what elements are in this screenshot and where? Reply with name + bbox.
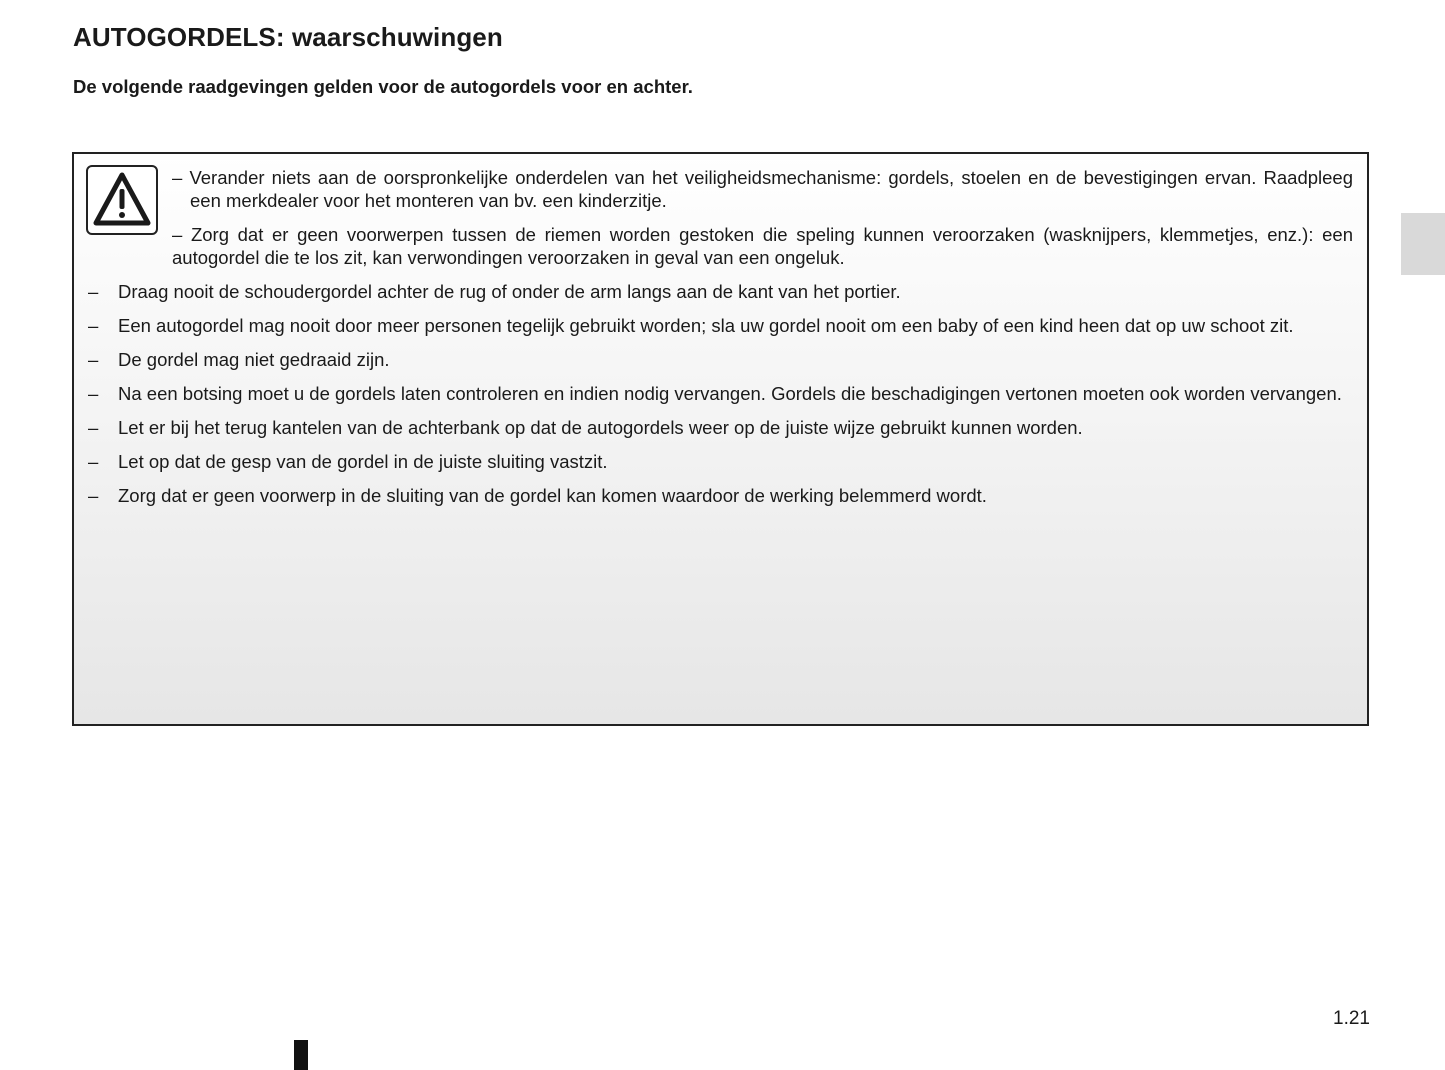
list-item-text: Let op dat de gesp van de gordel in de juiste sluiting vastzit. [118, 451, 608, 472]
list-item-text: Let er bij het terug kantelen van de achterbank op dat de autogordels weer op de juiste wijze gebruikt kunnen worden. [118, 417, 1083, 438]
list-item [88, 348, 1353, 371]
warning-box [72, 152, 1369, 726]
list-item-text: Zorg dat er geen voorwerp in de sluiting van de gordel kan komen waardoor de werking belemmerd wordt. [118, 485, 987, 506]
list-item-text: Draag nooit de schoudergordel achter de rug of onder de arm langs aan de kant van het portier. [118, 281, 901, 302]
list-dash: – [88, 315, 99, 336]
page-title-rest: : waarschuwingen [275, 22, 503, 52]
list-item [88, 280, 1353, 303]
warning-list [88, 280, 1353, 518]
list-dash: – [88, 485, 99, 506]
list-item-text: Na een botsing moet u de gordels laten controleren en indien nodig vervangen. Gordels die beschadigingen vertonen moeten ook worden vervangen. [118, 383, 1342, 404]
list-dash: – [88, 281, 99, 302]
page-number: 1.21 [1333, 1008, 1370, 1029]
list-item [88, 484, 1353, 507]
list-dash: – [88, 383, 99, 404]
page-subtitle: De volgende raadgevingen gelden voor de autogordels voor en achter. [73, 76, 693, 97]
list-item [88, 450, 1353, 473]
list-item [88, 314, 1353, 337]
print-registration-mark [294, 1040, 308, 1070]
list-item-text: De gordel mag niet gedraaid zijn. [118, 349, 390, 370]
list-dash: – [88, 417, 99, 438]
section-tab-marker [1401, 213, 1445, 275]
list-item [88, 416, 1353, 439]
warning-top-item: – Zorg dat er geen voorwerpen tussen de riemen worden gestoken die speling kunnen veroorzaken (wasknijpers, klemmetjes, enz.): een autogordel die te los zit, kan verwondingen veroorzaken in geval van een ongeluk. [172, 224, 1353, 268]
warning-top-item: – Verander niets aan de oorspronkelijke onderdelen van het veiligheidsmechanisme: gordels, stoelen en de bevestigingen ervan. Raadpleeg een merkdealer voor het monteren van bv. een kinderzitje. [172, 167, 1353, 211]
page-title-main: AUTOGORDELS [73, 22, 276, 52]
list-item-text: Een autogordel mag nooit door meer personen tegelijk gebruikt worden; sla uw gordel nooit om een baby of een kind heen dat op uw schoot zit. [118, 315, 1294, 336]
warning-triangle-icon [86, 165, 158, 235]
list-item [88, 382, 1353, 405]
page-title [73, 22, 503, 53]
list-dash: – [88, 349, 99, 370]
list-dash: – [88, 451, 99, 472]
